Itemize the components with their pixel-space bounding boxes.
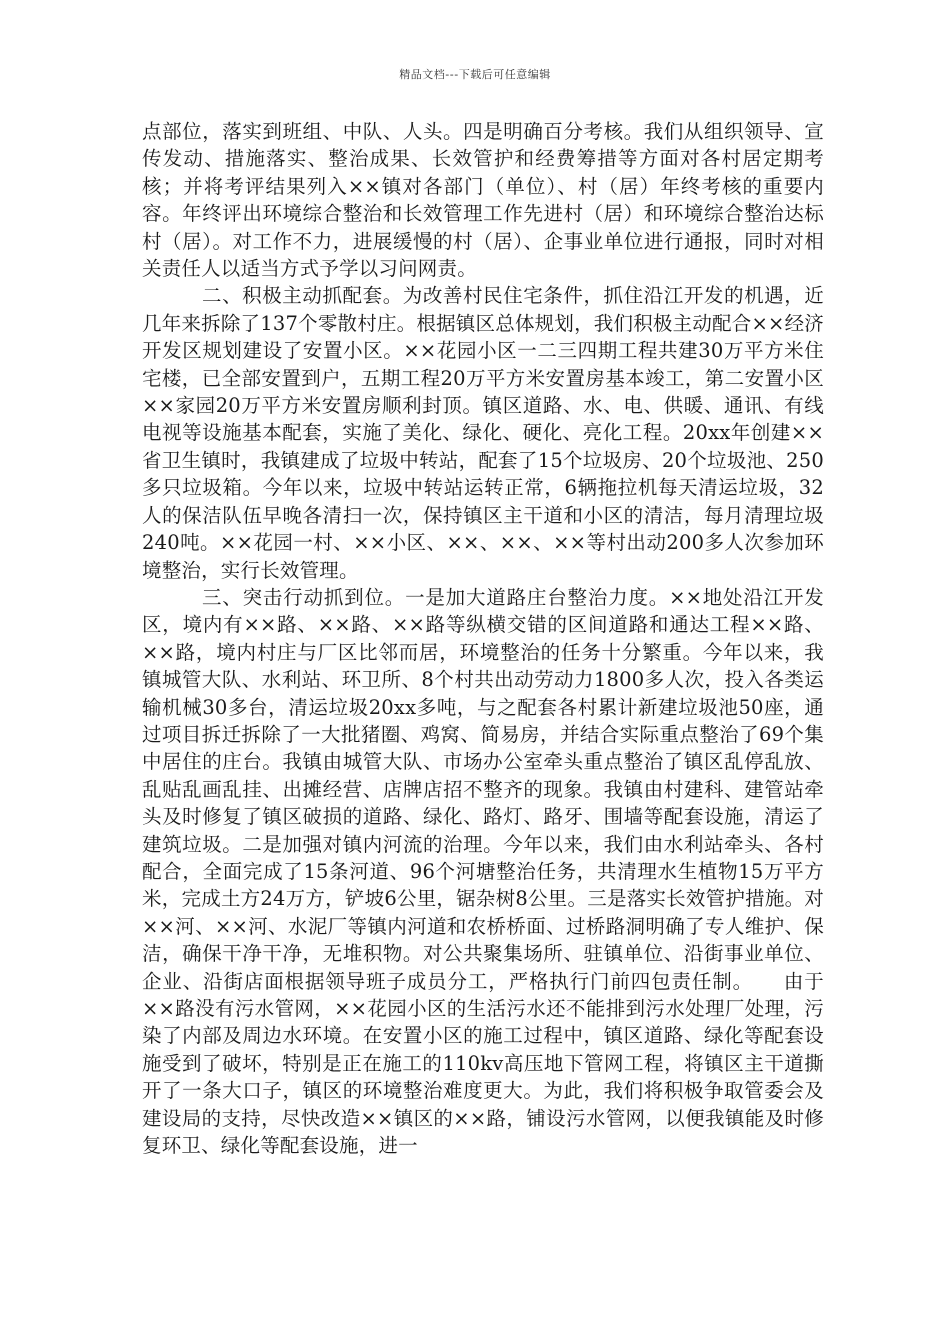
paragraph-1: 点部位，落实到班组、中队、人头。四是明确百分考核。我们从组织领导、宣传发动、措施落实、整治成果、长效管护和经费筹措等方面对各村居定期考核；并将考评结果列入××镇对各部门（单位）、村（居）年终考核的重要内容。年终评出环境综合整治和长效管理工作先进村（居）和环境综合整治达标村（居）。对工作不力，进展缓慢的村（居）、企事业单位进行通报，同时对相关责任人以适当方式予学以习问网责。 [142, 120, 824, 281]
document-body [142, 118, 824, 1159]
paragraph-2: 二、积极主动抓配套。为改善村民住宅条件，抓住沿江开发的机遇，近几年来拆除了137个零散村庄。根据镇区总体规划，我们积极主动配合××经济开发区规划建设了安置小区。××花园小区一二三四期工程共建30万平方米住宅楼，已全部安置到户，五期工程20万平方米安置房基本竣工，第二安置小区××家园20万平方米安置房顺利封顶。镇区道路、水、电、供暖、通讯、有线电视等设施基本配套，实施了美化、绿化、硬化、亮化工程。20xx年创建××省卫生镇时，我镇建成了垃圾中转站，配套了15个垃圾房、20个垃圾池、250多只垃圾箱。今年以来，垃圾中转站运转正常，6辆拖拉机每天清运垃圾，32人的保洁队伍早晚各清扫一次，保持镇区主干道和小区的清洁，每月清理垃圾240吨。××花园一村、××小区、××、××、××等村出动200多人次参加环境整治，实行长效管理。 [142, 284, 824, 582]
page-header: 精品文档---下载后可任意编辑 [399, 68, 551, 81]
paragraph-3: 三、突击行动抓到位。一是加大道路庄台整治力度。××地处沿江开发区，境内有××路、××路、××路等纵横交错的区间道路和通达工程××路、××路，境内村庄与厂区比邻而居，环境整治的任务十分繁重。今年以来，我镇城管大队、水利站、环卫所、8个村共出动劳动力1800多人次，投入各类运输机械30多台，清运垃圾20xx多吨，与之配套各村累计新建垃圾池50座，通过项目拆迁拆除了一大批猪圈、鸡窝、简易房，并结合实际重点整治了69个集中居住的庄台。我镇由城管大队、市场办公室牵头重点整治了镇区乱停乱放、乱贴乱画乱挂、出摊经营、店牌店招不整齐的现象。我镇由村建科、建管站牵头及时修复了镇区破损的道路、绿化、路灯、路牙、围墙等配套设施，清运了建筑垃圾。二是加强对镇内河流的治理。今年以来，我们由水利站牵头、各村配合，全面完成了15条河道、96个河塘整治任务，共清理水生植物15万平方米，完成土方24万方，铲坡6公里，锯杂树8公里。三是落实长效管护措施。对××河、××河、水泥厂等镇内河道和农桥桥面、过桥路洞明确了专人维护、保洁，确保干净干净，无堆积物。对公共聚集场所、驻镇单位、沿街事业单位、企业、沿街店面根据领导班子成员分工，严格执行门前四包责任制。 由于××路没有污水管网，××花园小区的生活污水还不能排到污水处理厂处理，污染了内部及周边水环境。在安置小区的施工过程中，镇区道路、绿化等配套设施受到了破坏，特别是正在施工的110kv高压地下管网工程，将镇区主干道撕开了一条大口子，镇区的环境整治难度更大。为此，我们将积极争取管委会及建设局的支持，尽快改造××镇区的××路，铺设污水管网，以便我镇能及时修复环卫、绿化等配套设施，进一 [142, 585, 824, 1158]
